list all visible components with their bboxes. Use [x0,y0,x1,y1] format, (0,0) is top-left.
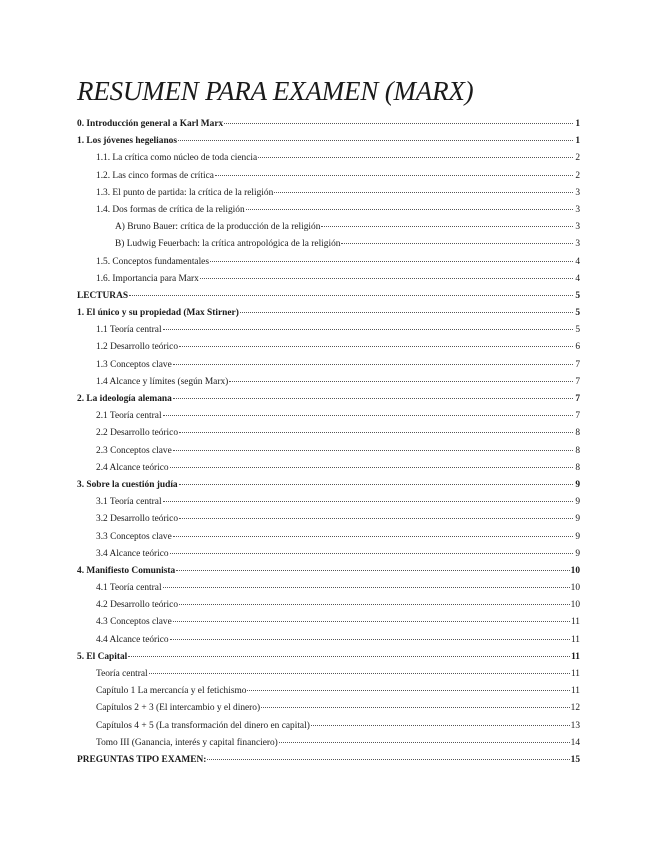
toc-entry[interactable] [77,185,580,202]
toc-entry[interactable] [77,683,580,700]
dot-leader [128,656,570,657]
toc-entry-page-number: 14 [570,737,580,748]
toc-entry-page-number: 8 [575,462,580,473]
toc-entry[interactable] [77,168,580,185]
dot-leader [200,278,573,279]
toc-entry-label: 0. Introducción general a Karl Marx [77,119,224,129]
toc-entry-label: 1.2 Desarrollo teórico [96,342,179,353]
dot-leader [261,707,570,708]
dot-leader [179,484,573,485]
toc-entry[interactable] [77,597,580,614]
toc-entry-label: 4.4 Alcance teórico [96,634,169,645]
toc-entry-page-number: 11 [570,686,580,697]
toc-entry-label: 1.3. El punto de partida: la crítica de la religión [96,187,274,198]
toc-entry[interactable] [77,236,580,253]
toc-entry-label: Tomo III (Ganancia, interés y capital financiero) [96,737,278,748]
toc-entry-label: 1.4. Dos formas de crítica de la religión [96,204,245,215]
toc-entry-page-number: 4 [575,256,580,267]
toc-entry[interactable] [77,357,580,374]
dot-leader [170,467,573,468]
dot-leader [179,604,570,605]
toc-entry-page-number: 11 [571,651,580,662]
dot-leader [224,123,573,124]
toc-entry[interactable] [77,666,580,683]
dot-leader [170,553,573,554]
toc-entry-label: 2.2 Desarrollo teórico [96,428,179,439]
toc-entry[interactable] [77,529,580,546]
toc-entry-label: 5. El Capital [77,651,128,662]
toc-entry[interactable] [77,735,580,752]
dot-leader [178,140,573,141]
toc-entry-page-number: 3 [575,187,580,198]
dot-leader [210,261,573,262]
toc-entry[interactable] [77,202,580,219]
toc-entry[interactable] [77,150,580,167]
toc-entry-label: 4.3 Conceptos clave [96,617,172,628]
toc-entry[interactable] [77,288,580,305]
toc-entry[interactable] [77,374,580,391]
toc-entry-label: 1.6. Importancia para Marx [96,273,199,284]
dot-leader [279,742,570,743]
dot-leader [173,364,573,365]
toc-entry[interactable] [77,700,580,717]
toc-entry-label: 3.4 Alcance teórico [96,548,169,559]
toc-entry[interactable] [77,494,580,511]
toc-entry[interactable] [77,580,580,597]
toc-entry-label: 1.1. La crítica como núcleo de toda ciencia [96,153,258,164]
toc-entry-label: 1.3 Conceptos clave [96,359,172,370]
dot-leader [179,432,573,433]
dot-leader [179,346,573,347]
dot-leader [311,725,570,726]
toc-entry-page-number: 8 [575,445,580,456]
dot-leader [173,398,573,399]
dot-leader [215,175,573,176]
toc-entry-page-number: 15 [570,754,580,765]
toc-entry-label: 2. La ideología alemana [77,394,172,404]
toc-entry[interactable] [77,116,580,133]
toc-entry-label: 1. Los jóvenes hegelianos [77,136,178,147]
dot-leader [274,192,573,193]
toc-entry-label: 3.2 Desarrollo teórico [96,514,179,525]
toc-entry[interactable] [77,408,580,425]
toc-entry-page-number: 7 [575,359,580,370]
dot-leader [258,157,573,158]
dot-leader [163,587,570,588]
toc-entry[interactable] [77,752,580,769]
toc-entry-page-number: 2 [575,153,580,164]
toc-entry-label: 1.5. Conceptos fundamentales [96,256,209,267]
toc-entry-page-number: 10 [570,565,580,576]
toc-entry-label: 1.1 Teoría central [96,325,162,336]
dot-leader [229,381,573,382]
toc-entry[interactable] [77,546,580,563]
toc-entry[interactable] [77,649,580,666]
dot-leader [207,759,569,760]
dot-leader [163,415,573,416]
toc-entry-page-number: 11 [570,617,580,628]
toc-entry-page-number: 3 [575,222,580,233]
toc-entry-label: 2.3 Conceptos clave [96,445,172,456]
toc-entry-label: PREGUNTAS TIPO EXAMEN: [77,754,207,765]
toc-entry[interactable] [77,511,580,528]
toc-entry-page-number: 4 [575,273,580,284]
toc-entry-label: 1.4 Alcance y límites (según Marx) [96,376,229,387]
toc-entry-label: 2.4 Alcance teórico [96,462,169,473]
toc-entry[interactable] [77,425,580,442]
toc-entry-label: Capítulo 1 La mercancía y el fetichismo [96,686,247,697]
toc-entry-page-number: 12 [570,703,580,714]
toc-entry-page-number: 10 [570,600,580,611]
toc-entry-page-number: 11 [570,669,580,679]
toc-entry[interactable] [77,271,580,288]
dot-leader [341,243,573,244]
dot-leader [170,639,570,640]
toc-entry-label: Capítulos 2 + 3 (El intercambio y el dinero) [96,703,261,714]
toc-entry-label: 3.3 Conceptos clave [96,531,172,542]
toc-entry-page-number: 5 [575,325,580,336]
toc-entry-label: 4.1 Teoría central [96,583,162,594]
toc-entry[interactable] [77,718,580,735]
toc-entry[interactable] [77,391,580,408]
toc-entry-label: 4.2 Desarrollo teórico [96,600,179,611]
dot-leader [173,536,573,537]
dot-leader [179,518,573,519]
toc-entry-page-number: 9 [575,514,580,525]
toc-entry-page-number: 10 [570,583,580,594]
toc-entry-page-number: 8 [575,428,580,439]
dot-leader [240,312,573,313]
toc-entry-label: 1.2. Las cinco formas de crítica [96,170,214,181]
toc-entry[interactable] [77,443,580,460]
toc-entry-page-number: 13 [570,720,580,731]
toc-entry-page-number: 6 [575,342,580,353]
dot-leader [163,501,573,502]
toc-entry[interactable] [77,460,580,477]
toc-entry-page-number: 9 [575,531,580,542]
toc-entry[interactable] [77,614,580,631]
toc-entry-label: 3. Sobre la cuestión judía [77,479,178,490]
toc-entry-page-number: 5 [575,308,580,319]
toc-entry[interactable] [77,322,580,339]
toc-entry-label: 1. El único y su propiedad (Max Stirner) [77,308,239,319]
dot-leader [321,226,573,227]
toc-entry-label: Teoría central [96,669,148,679]
toc-entry-page-number: 3 [575,204,580,215]
dot-leader [149,673,570,674]
toc-entry-label: 3.1 Teoría central [96,497,162,508]
toc-entry[interactable] [77,133,580,150]
toc-entry[interactable] [77,632,580,649]
toc-entry-label: LECTURAS [77,290,129,301]
toc-entry-page-number: 11 [570,634,580,645]
dot-leader [247,690,570,691]
toc-entry[interactable] [77,339,580,356]
dot-leader [173,450,573,451]
toc-entry[interactable] [77,563,580,580]
toc-entry-label: 4. Manifiesto Comunista [77,565,176,576]
toc-entry[interactable] [77,305,580,322]
toc-entry-page-number: 7 [575,376,580,387]
document-title: RESUMEN PARA EXAMEN (MARX) [77,76,474,106]
toc-entry-label: A) Bruno Bauer: crítica de la producción de la religión [115,222,321,233]
toc-entry[interactable] [77,219,580,236]
toc-entry-page-number: 7 [575,411,580,422]
dot-leader [246,209,573,210]
toc-entry-page-number: 3 [575,239,580,250]
toc-entry-page-number: 7 [575,394,580,404]
toc-entry-page-number: 1 [575,136,580,147]
toc-entry-page-number: 9 [575,479,580,490]
toc-entry-page-number: 5 [575,290,580,301]
toc-entry-label: Capítulos 4 + 5 (La transformación del dinero en capital) [96,720,310,731]
dot-leader [176,570,569,571]
toc-entry-label: B) Ludwig Feuerbach: la crítica antropológica de la religión [115,239,341,250]
toc-entry-page-number: 2 [575,170,580,181]
toc-entry[interactable] [77,477,580,494]
toc-entry-label: 2.1 Teoría central [96,411,162,422]
toc-entry-page-number: 9 [575,497,580,508]
toc-entry[interactable] [77,254,580,271]
toc-entry-page-number: 1 [575,119,580,129]
table-of-contents [77,116,580,769]
dot-leader [173,621,570,622]
dot-leader [163,329,573,330]
toc-entry-page-number: 9 [575,548,580,559]
dot-leader [129,295,573,296]
